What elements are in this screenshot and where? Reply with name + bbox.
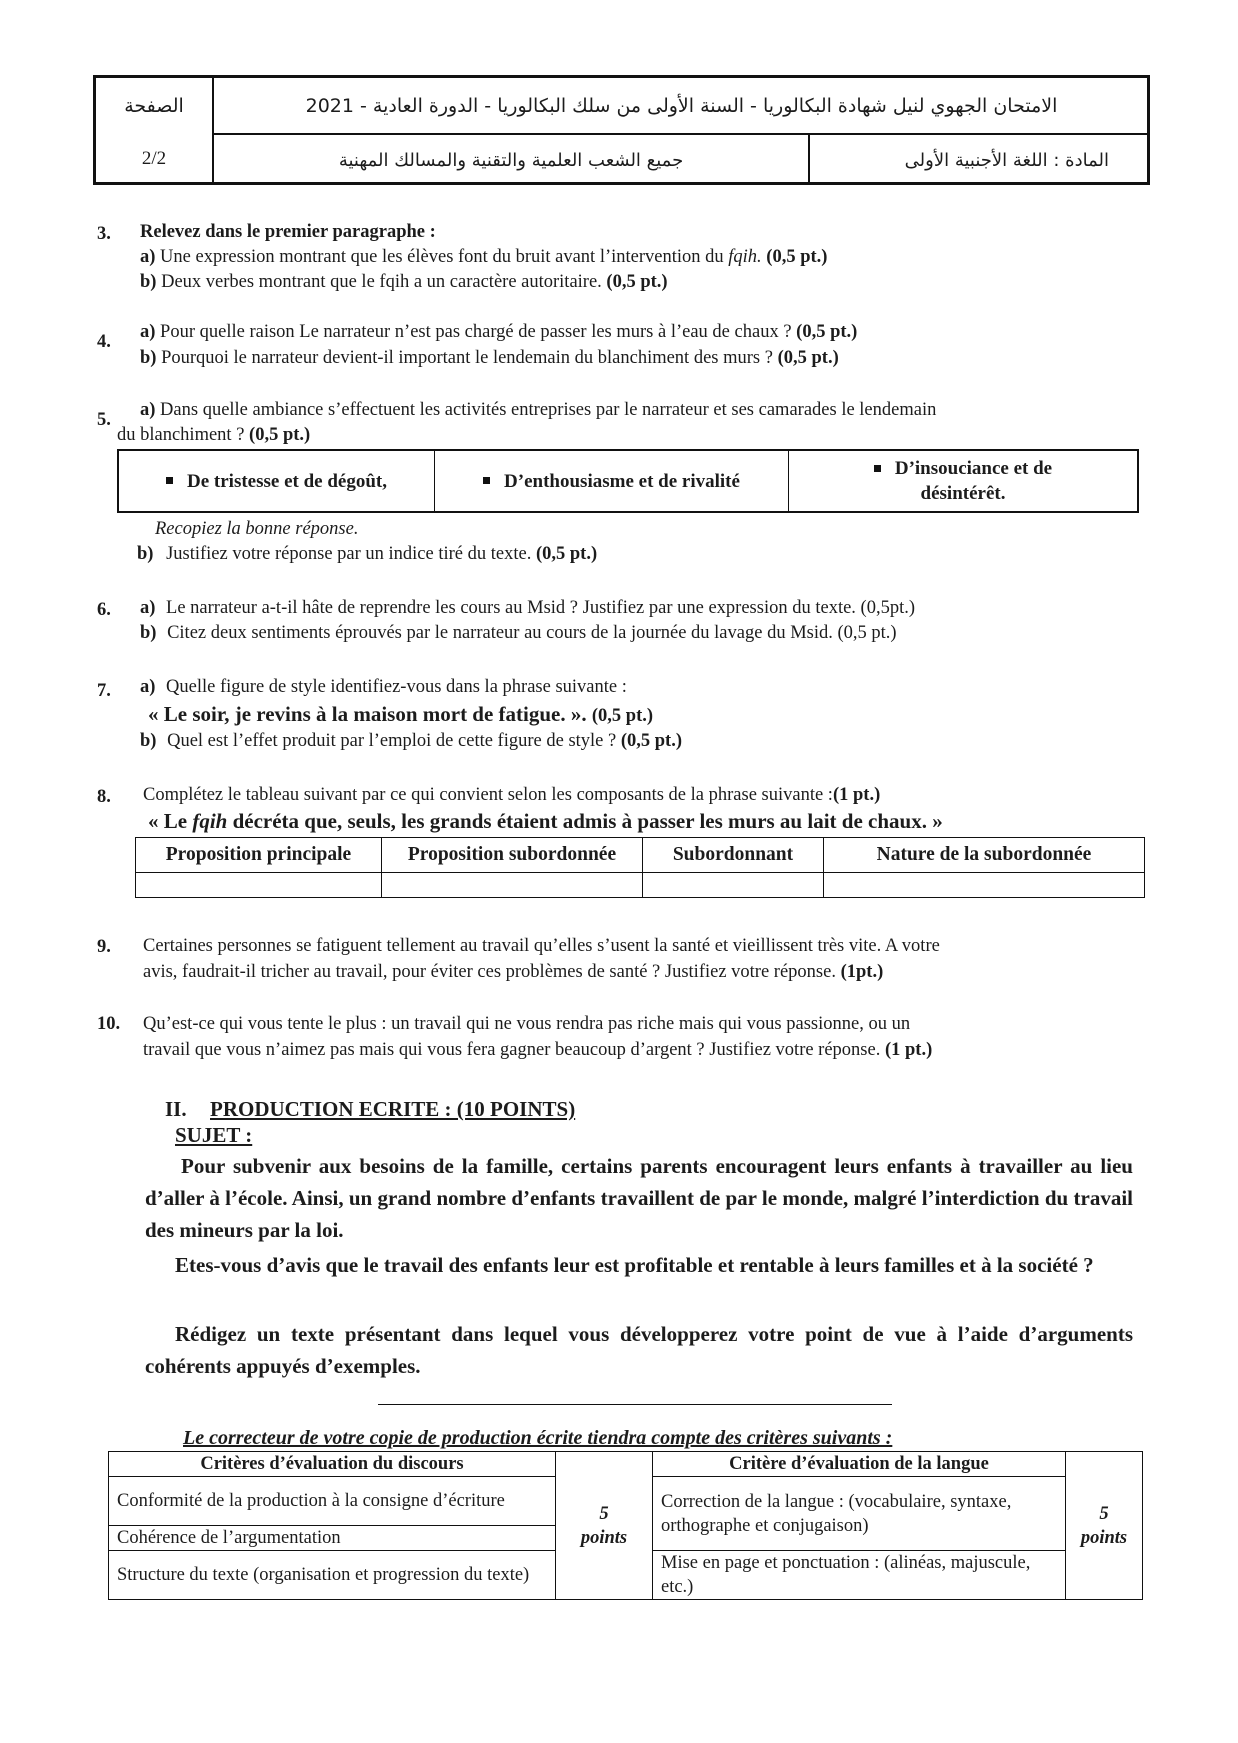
exam-header: [93, 75, 1150, 185]
question-6a-text: Le narrateur a-t-il hâte de reprendre les cours au Msid ? Justifiez par une expression du texte. (0,5pt.): [166, 598, 916, 618]
subject-paragraph-3: Rédigez un texte présentant dans lequel vous développerez votre point de vue à l’aide d’arguments cohérents appuyés d’exemples.: [145, 1322, 1133, 1378]
item-label: a): [140, 677, 156, 697]
question-8-text: [143, 783, 880, 807]
points: (0,5 pt.): [766, 247, 828, 267]
answer-cell[interactable]: [824, 873, 1145, 898]
section-number: II.: [165, 1097, 187, 1121]
points-value: 5: [599, 1503, 609, 1524]
question-5-instruction: Recopiez la bonne réponse.: [155, 519, 359, 539]
column-header: Proposition subordonnée: [382, 838, 643, 873]
question-10-text: travail que vous n’aimez pas mais qui vous fera gagner beaucoup d’argent ? Justifiez votre réponse.: [143, 1040, 881, 1060]
item-label: b): [140, 731, 157, 751]
points: (0,5 pt.): [249, 425, 311, 445]
item-label: a): [140, 322, 156, 342]
item-label: a): [140, 400, 156, 420]
question-3b: [140, 270, 668, 294]
question-7-quote: [148, 701, 653, 729]
choice-table: [117, 449, 1139, 513]
points: (0,5 pt.): [535, 544, 598, 564]
answer-cell[interactable]: [382, 873, 643, 898]
column-header: Nature de la subordonnée: [824, 838, 1145, 873]
question-number: 6.: [97, 600, 111, 620]
quote-term: fqih: [192, 809, 228, 833]
divider: [378, 1404, 892, 1405]
language-points: [1066, 1452, 1143, 1600]
language-criterion: Correction de la langue : (vocabulaire, syntaxe, orthographe et conjugaison): [653, 1477, 1066, 1551]
grammar-table: [135, 837, 1145, 898]
page-label: الصفحة: [124, 94, 184, 117]
question-6a: [140, 596, 915, 620]
question-5b: [137, 542, 597, 566]
question-number: 5.: [97, 410, 111, 430]
item-label: b): [140, 348, 157, 368]
exam-subject: المادة : اللغة الأجنبية الأولى: [904, 149, 1109, 171]
question-5b-text: Justifiez votre réponse par un indice tiré du texte.: [166, 544, 532, 564]
question-number: 9.: [97, 937, 111, 957]
sujet-label: SUJET :: [175, 1123, 253, 1147]
points: (0,5 pt.): [591, 706, 654, 726]
question-7a-text: Quelle figure de style identifiez-vous dans la phrase suivante :: [166, 677, 627, 697]
question-10-line2: [143, 1038, 932, 1062]
question-number: 4.: [97, 332, 111, 352]
question-4b: [140, 346, 839, 370]
criteria-intro: Le correcteur de votre copie de production écrite tiendra compte des critères suivants :: [183, 1427, 893, 1449]
question-3a: [140, 245, 827, 269]
question-9-line1: Certaines personnes se fatiguent tellement au travail qu’elles s’usent la santé et vieillissent très vite. A votre: [143, 936, 940, 956]
question-5a: [140, 398, 936, 422]
points: (0,5 pt.): [620, 731, 682, 751]
language-criterion: Mise en page et ponctuation : (alinéas, majuscule, etc.): [653, 1551, 1066, 1600]
question-10-line1: Qu’est-ce qui vous tente le plus : un travail qui ne vous rendra pas riche mais qui vous passionne, ou un: [143, 1014, 911, 1034]
quote-text: « Le soir, je revins à la maison mort de fatigue. ».: [148, 702, 587, 726]
item-label: b): [140, 272, 157, 292]
discourse-criterion: Conformité de la production à la consigne d’écriture: [109, 1477, 556, 1526]
subject-paragraph-2: Etes-vous d’avis que le travail des enfants leur est profitable et rentable à leurs familles et à la société ?: [175, 1253, 1094, 1277]
question-3-title: Relevez dans le premier paragraphe :: [140, 222, 436, 242]
quote-end: décréta que, seuls, les grands étaient admis à passer les murs au lait de chaux. »: [232, 809, 943, 833]
column-header: Proposition principale: [136, 838, 382, 873]
question-3b-text: Deux verbes montrant que le fqih a un caractère autoritaire.: [161, 272, 602, 292]
answer-cell[interactable]: [643, 873, 824, 898]
question-4a: [140, 320, 857, 344]
item-label: b): [137, 544, 154, 564]
item-label: a): [140, 247, 156, 267]
item-label: b): [140, 623, 157, 643]
choice-option: D’insouciance et de désintérêt.: [789, 450, 1139, 512]
section-title: PRODUCTION ECRITE : (10 POINTS): [210, 1097, 576, 1121]
points: (1 pt.): [884, 1040, 933, 1060]
criteria-table: [108, 1451, 1143, 1600]
points: (0,5 pt.): [796, 322, 858, 342]
discourse-header: Critères d’évaluation du discours: [109, 1452, 556, 1477]
question-6b-text: Citez deux sentiments éprouvés par le narrateur au cours de la journée du lavage du Msid. (0,5 pt.): [167, 623, 897, 643]
question-9-line2: [143, 960, 883, 984]
points: (0,5 pt.): [777, 348, 839, 368]
points: (1 pt.): [832, 785, 881, 805]
question-5a-text: Dans quelle ambiance s’effectuent les activités entreprises par le narrateur et ses camarades le lendemain: [160, 400, 937, 420]
item-label: a): [140, 598, 156, 618]
language-header: Critère d’évaluation de la langue: [653, 1452, 1066, 1477]
quote-start: « Le: [148, 809, 188, 833]
answer-cell[interactable]: [136, 873, 382, 898]
points-label: points: [1080, 1527, 1128, 1548]
question-3a-text: Une expression montrant que les élèves font du bruit avant l’intervention du: [160, 247, 724, 267]
question-8-quote: [148, 808, 943, 834]
question-7a: [140, 675, 627, 699]
question-4a-text: Pour quelle raison Le narrateur n’est pas chargé de passer les murs à l’eau de chaux ?: [160, 322, 792, 342]
question-7b: [140, 729, 682, 753]
question-6b: [140, 621, 897, 645]
discourse-points: [556, 1452, 653, 1600]
question-9-text: avis, faudrait-il tricher au travail, pour éviter ces problèmes de santé ? Justifiez votre réponse.: [143, 962, 836, 982]
question-number: 10.: [97, 1014, 121, 1034]
question-number: 7.: [97, 681, 111, 701]
question-5a-cont: [117, 423, 310, 447]
discourse-criterion: Structure du texte (organisation et progression du texte): [109, 1551, 556, 1600]
page-number: 2/2: [141, 148, 167, 169]
question-4b-text: Pourquoi le narrateur devient-il important le lendemain du blanchiment des murs ?: [161, 348, 773, 368]
exam-streams: جميع الشعب العلمية والتقنية والمسالك المهنية: [338, 149, 684, 171]
question-number: 8.: [97, 787, 111, 807]
points-label: points: [580, 1527, 628, 1548]
discourse-criterion: Cohérence de l’argumentation: [109, 1526, 556, 1551]
column-header: Subordonnant: [643, 838, 824, 873]
question-number: 3.: [97, 224, 111, 244]
question-8-prompt: Complétez le tableau suivant par ce qui convient selon les composants de la phrase suivante :: [143, 785, 833, 805]
points: (0,5 pt.): [606, 272, 668, 292]
points-value: 5: [1099, 1503, 1109, 1524]
question-5a-text2: du blanchiment ?: [117, 425, 245, 445]
points: (1pt.): [840, 962, 884, 982]
exam-title: الامتحان الجهوي لنيل شهادة البكالوريا - السنة الأولى من سلك البكالوريا - الدورة العادية - 2021: [305, 94, 1058, 117]
question-3a-term: fqih.: [728, 247, 762, 267]
choice-option: D’enthousiasme et de rivalité: [435, 450, 789, 512]
subject-paragraph-1: Pour subvenir aux besoins de la famille, certains parents encouragent leurs enfants à travailler au lieu d’aller à l’école. Ainsi, un grand nombre d’enfants travaillent de par le monde, malgré l’interdiction du travail des mineurs par la loi.: [145, 1154, 1133, 1242]
question-7b-text: Quel est l’effet produit par l’emploi de cette figure de style ?: [167, 731, 617, 751]
choice-option: De tristesse et de dégoût,: [118, 450, 435, 512]
